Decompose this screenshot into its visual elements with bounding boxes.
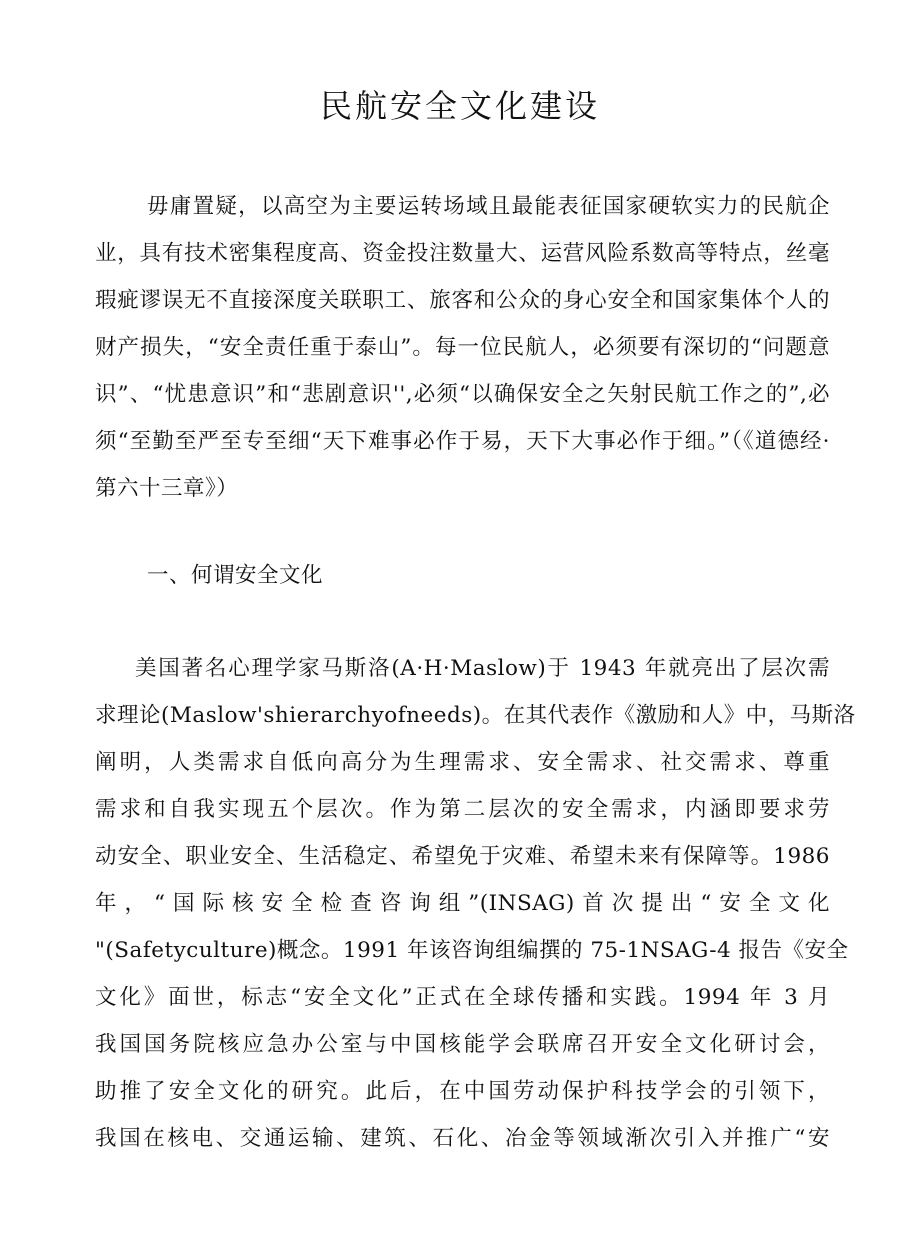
paragraph-line: 我国国务院核应急办公室与中国核能学会联席召开安全文化研讨会， (95, 1032, 830, 1057)
section-heading: 一、何谓安全文化 (147, 563, 324, 588)
section-paragraph (95, 645, 856, 1162)
paragraph-line: 文化》面世，标志“安全文化”正式在全球传播和实践。1994 年 3 月 (95, 985, 830, 1010)
page-title: 民航安全文化建设 (319, 87, 600, 125)
paragraph-line: 我国在核电、交通运输、建筑、石化、冶金等领域渐次引入并推广“安 (95, 1126, 830, 1151)
paragraph-line: 美国著名心理学家马斯洛(A·H·Maslow)于 1943 年就亮出了层次需 (135, 656, 830, 681)
paragraph-line: 阐明，人类需求自低向高分为生理需求、安全需求、社交需求、尊重 (95, 750, 830, 775)
paragraph-line: 需求和自我实现五个层次。作为第二层次的安全需求，内涵即要求劳 (95, 797, 830, 822)
paragraph-line: 动安全、职业安全、生活稳定、希望免于灾难、希望未来有保障等。1986 (95, 844, 830, 869)
paragraph-line: 年，“国际核安全检查咨询组”(INSAG)首次提出“安全文化 (95, 891, 830, 916)
paragraph-line: "(Safetyculture)概念。1991 年该咨询组编撰的 75-1NSAG-4 报告《安全 (95, 938, 849, 963)
intro-paragraph: 毋庸置疑，以高空为主要运转场域且最能表征国家硬软实力的民航企业，具有技术密集程度高、资金投注数量大、运营风险系数高等特点，丝毫瑕疵谬误无不直接深度关联职工、旅客和公众的身心安全和国家集体个人的财产损失，“安全责任重于泰山”。每一位民航人，必须要有深切的“问题意识”、“忧患意识”和“悲剧意识'',必须“以确保安全之矢射民航工作之的”,必须“至勤至严至专至细“天下难事必作于易，天下大事必作于细。”（《道德经·第六十三章》） (95, 194, 830, 501)
paragraph-line: 助推了安全文化的研究。此后，在中国劳动保护科技学会的引领下， (95, 1079, 830, 1104)
paragraph-line: 求理论(Maslow'shierarchyofneeds)。在其代表作《激励和人》中，马斯洛 (95, 703, 856, 728)
